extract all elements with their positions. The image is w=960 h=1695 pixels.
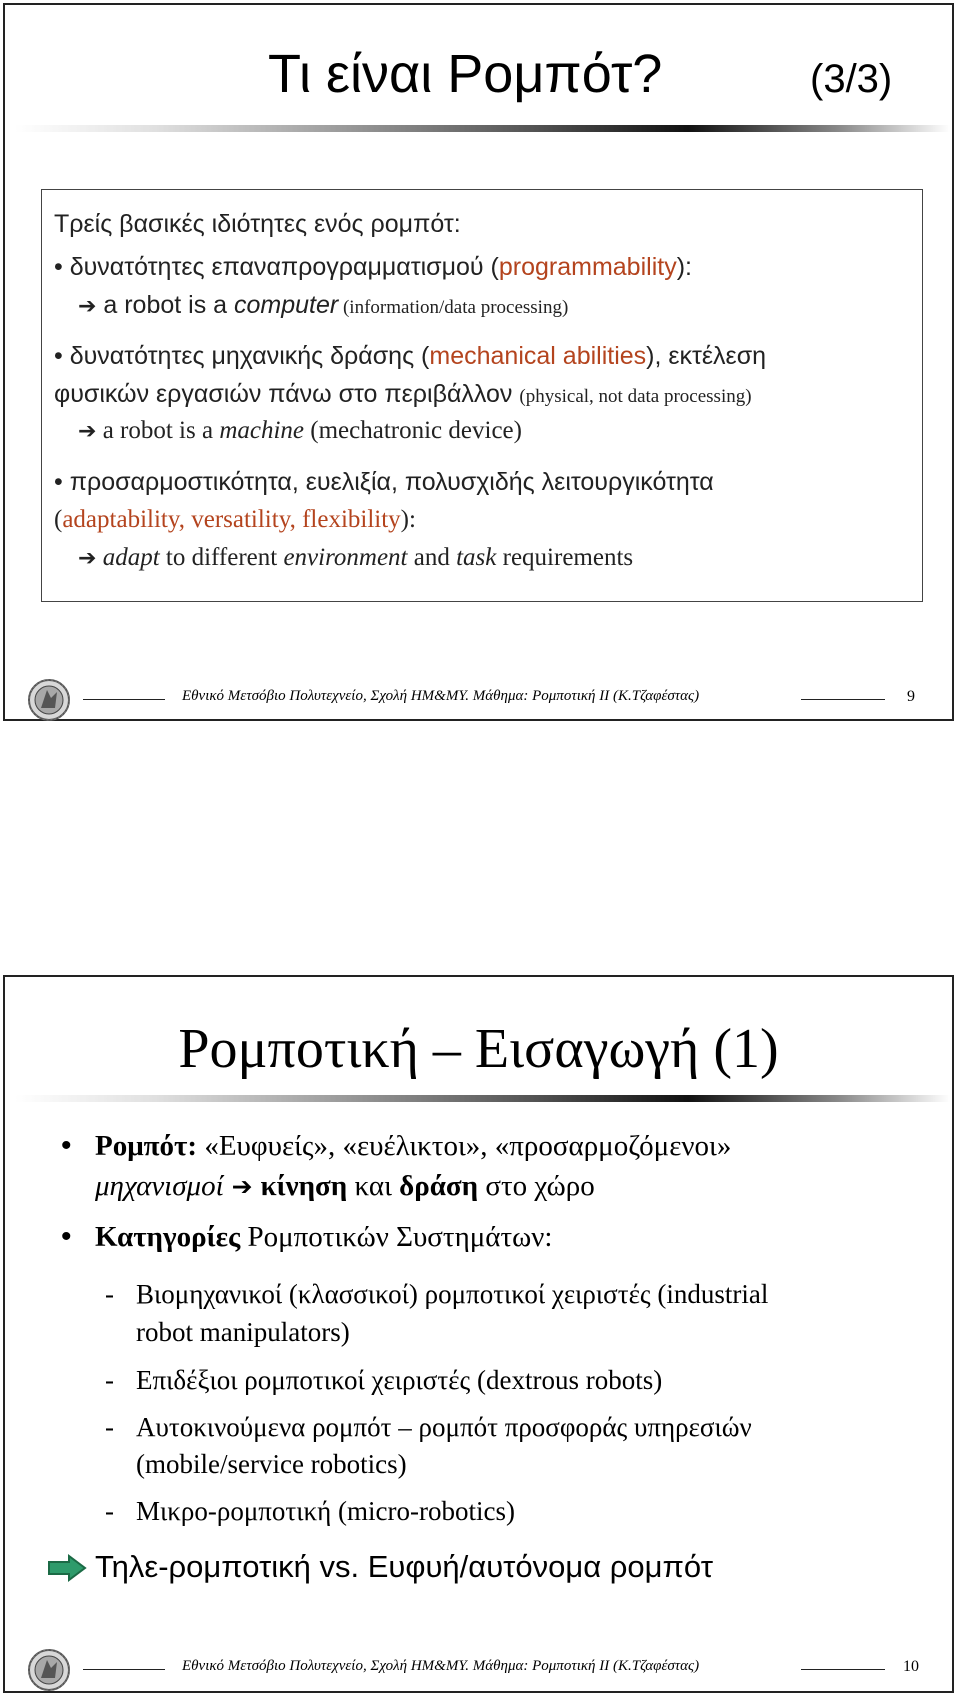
implication-text: and xyxy=(407,544,457,571)
bullet-mark: • xyxy=(54,342,63,370)
implication-text: a robot is a xyxy=(96,417,220,444)
term-mechanisms: μηχανισμοί xyxy=(95,1170,224,1202)
arrow-right-icon xyxy=(47,1554,87,1582)
dash-mark: - xyxy=(105,1279,114,1309)
footer-text: Εθνικό Μετσόβιο Πολυτεχνείο, Σχολή ΗΜ&ΜΥ. Μάθημα: Ρομποτική ΙΙ (Κ.Τζαφέστας) xyxy=(182,688,700,704)
slide-10 xyxy=(3,975,954,1693)
term-adaptability: adaptability, versatility, flexibility xyxy=(62,506,401,533)
bullet-mechanical-line2 xyxy=(54,380,752,409)
term-robot: Ρομπότ: xyxy=(95,1130,198,1162)
bullet-programmability xyxy=(54,253,692,282)
bullet-mechanical xyxy=(54,342,766,371)
bullet-text-tail: ): xyxy=(400,506,416,533)
implication-text: a robot is a xyxy=(96,291,235,319)
slide-footer xyxy=(5,674,952,724)
slide-title: Ρομποτική – Εισαγωγή (1) xyxy=(178,1018,779,1080)
bullet-text: προσαρμοστικότητα, ευελιξία, πολυσχιδής λειτουργικότητα xyxy=(69,468,714,496)
dash-mark: - xyxy=(105,1412,114,1442)
bullet-text: φυσικών εργασιών πάνω στο περιβάλλον xyxy=(54,380,520,408)
bullet-text-tail: ): xyxy=(676,253,692,281)
bullet-mark: • xyxy=(54,468,63,496)
term-programmability: programmability xyxy=(498,253,677,281)
implication-machine xyxy=(78,417,522,445)
title-underline xyxy=(15,125,950,132)
bullet-text: δυνατότητες μηχανικής δράσης ( xyxy=(69,342,430,370)
footer-line-right xyxy=(801,699,885,700)
bullet-text-tail: ), εκτέλεση xyxy=(646,342,767,370)
slide-9 xyxy=(3,3,954,721)
teleoperation-vs-autonomy: Τηλε-ρομποτική vs. Ευφυή/αυτόνομα ρομπότ xyxy=(95,1549,713,1584)
bullet-adaptability xyxy=(54,468,714,497)
implication-text-tail: (mechatronic device) xyxy=(304,417,522,444)
bullet-mark: • xyxy=(54,253,63,281)
bullet-text: Ρομποτικών Συστημάτων: xyxy=(240,1221,553,1253)
bullet-mark: • xyxy=(61,1129,72,1162)
bullet-note: (physical, not data processing) xyxy=(519,386,752,407)
footer-line-left xyxy=(83,1669,165,1670)
arrow-right-icon: ➔ xyxy=(78,294,97,319)
bullet-mark: • xyxy=(61,1220,72,1253)
slide-title: Τι είναι Ρομπότ? xyxy=(268,44,663,104)
sub-item-dextrous: Επιδέξιοι ρομποτικοί χειριστές (dextrous robots) xyxy=(136,1365,663,1395)
implication-note: (information/data processing) xyxy=(338,297,569,318)
sub-item-micro: Μικρο-ρομποτική (micro-robotics) xyxy=(136,1496,515,1526)
term-mechanical-abilities: mechanical abilities xyxy=(429,342,647,370)
content-box xyxy=(41,189,923,602)
university-seal-icon xyxy=(27,1648,71,1692)
footer-line-right xyxy=(801,1669,885,1670)
bullet-robot-definition xyxy=(95,1130,731,1163)
slide-footer xyxy=(5,1644,952,1694)
term-computer: computer xyxy=(234,291,339,319)
title-underline xyxy=(15,1095,950,1102)
implication-adapt xyxy=(78,544,633,572)
term-machine: machine xyxy=(219,417,305,444)
term-categories: Κατηγορίες xyxy=(95,1221,241,1253)
bullet-adaptability-line2 xyxy=(54,506,416,534)
sub-item-mobile: Αυτοκινούμενα ρομπότ – ρομπότ προσφοράς υπηρεσιών xyxy=(136,1412,752,1442)
implication-computer xyxy=(78,291,568,320)
arrow-right-icon: ➔ xyxy=(78,419,97,444)
dash-mark: - xyxy=(105,1365,114,1395)
term-task: task xyxy=(456,544,497,571)
slide-title-part: (3/3) xyxy=(810,57,893,101)
bullet-text: και xyxy=(347,1170,400,1202)
arrow-right-icon: ➔ xyxy=(223,1172,261,1201)
footer-text: Εθνικό Μετσόβιο Πολυτεχνείο, Σχολή ΗΜ&ΜΥ. Μάθημα: Ρομποτική ΙΙ (Κ.Τζαφέστας) xyxy=(182,1658,700,1674)
bullet-text: στο χώρο xyxy=(478,1170,595,1202)
sub-item-mobile-line2: (mobile/service robotics) xyxy=(136,1449,407,1479)
bullet-text: δυνατότητες επαναπρογραμματισμού ( xyxy=(69,253,499,281)
implication-text: requirements xyxy=(496,544,634,571)
intro-text: Τρείς βασικές ιδιότητες ενός ρομπότ: xyxy=(54,210,461,238)
page-number: 10 xyxy=(903,1658,919,1675)
bullet-text: «Ευφυείς», «ευέλικτοι», «προσαρμοζόμενοι» xyxy=(197,1130,732,1162)
arrow-right-icon: ➔ xyxy=(78,546,97,571)
page-number: 9 xyxy=(907,688,915,705)
footer-line-left xyxy=(83,699,165,700)
term-action: δράση xyxy=(399,1170,479,1202)
term-adapt: adapt xyxy=(102,544,160,571)
bullet-robot-definition-line2 xyxy=(95,1170,595,1203)
term-environment: environment xyxy=(283,544,408,571)
bullet-categories xyxy=(95,1221,552,1254)
paren-open: ( xyxy=(54,506,63,533)
sub-item-industrial-line2: robot manipulators) xyxy=(136,1317,350,1347)
dash-mark: - xyxy=(105,1496,114,1526)
implication-text: to different xyxy=(159,544,284,571)
term-motion: κίνηση xyxy=(260,1170,348,1202)
university-seal-icon xyxy=(27,678,71,722)
sub-item-industrial: Βιομηχανικοί (κλασσικοί) ρομποτικοί χειριστές (industrial xyxy=(136,1279,769,1309)
